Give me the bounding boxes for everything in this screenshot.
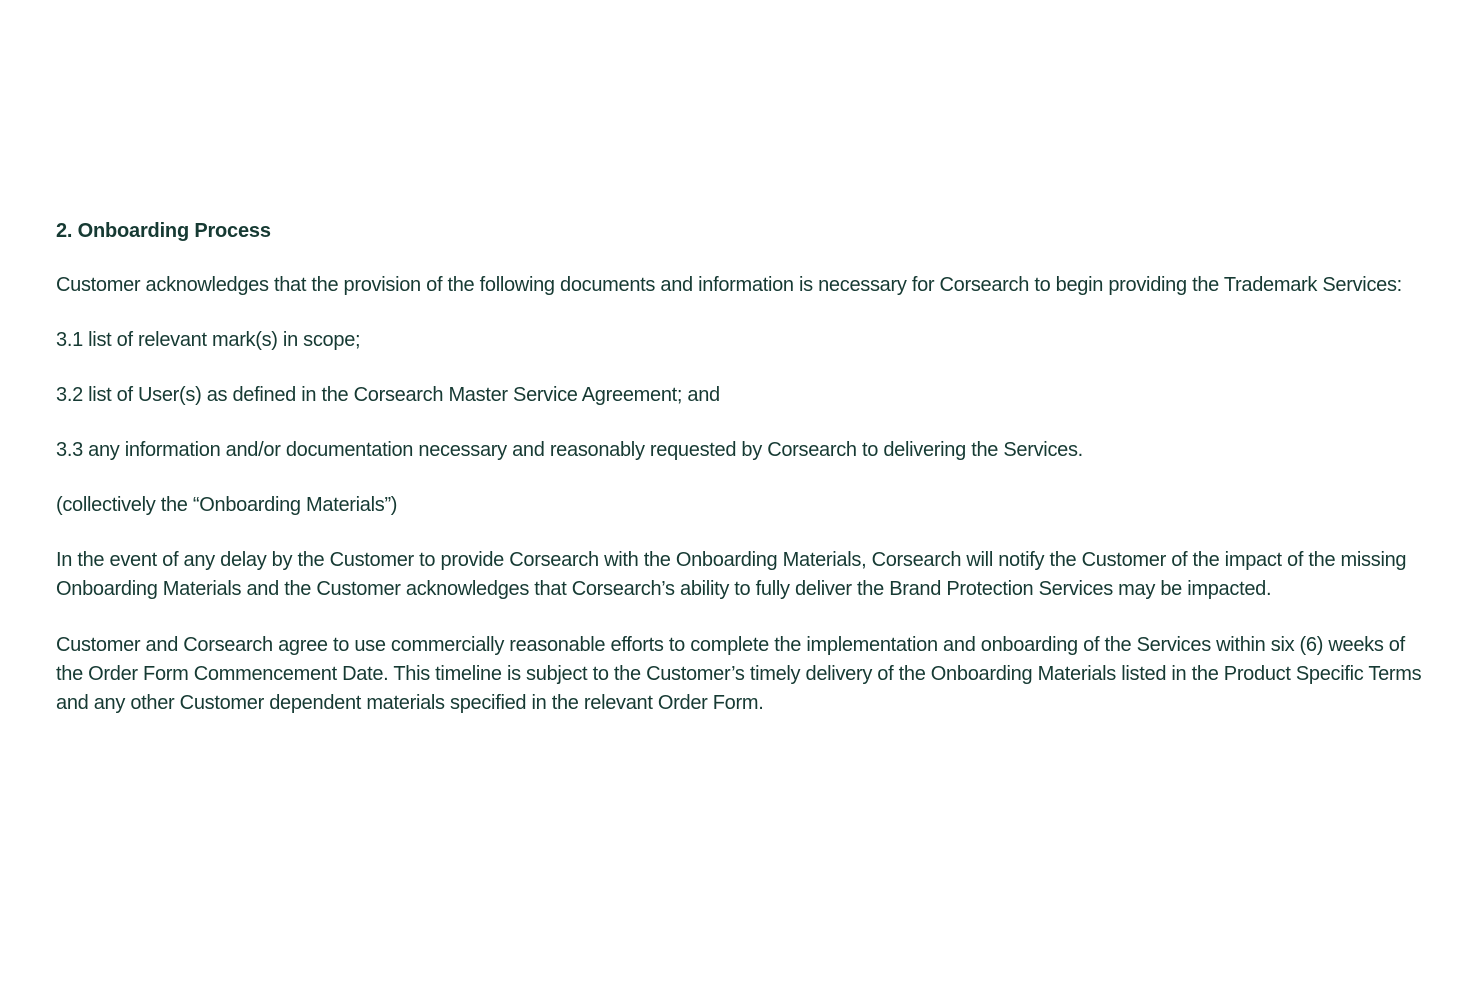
list-item: 3.1 list of relevant mark(s) in scope; [56, 329, 361, 351]
section-heading: 2. Onboarding Process [56, 220, 271, 242]
delay-paragraph: In the event of any delay by the Customer to provide Corsearch with the Onboarding Materials, Corsearch will notify the Customer of the impact of the missing Onboarding Materials and the Customer acknowledges that Corsearch’s ability to fully deliver the Brand Protection Services may be impacted. [56, 549, 1407, 600]
collective-note: (collectively the “Onboarding Materials”) [56, 494, 398, 516]
timeline-paragraph: Customer and Corsearch agree to use commercially reasonable efforts to complete the implementation and onboarding of the Services within six (6) weeks of the Order Form Commencement Date. This timeline is subject to the Customer’s timely delivery of the Onboarding Materials listed in the Product Specific Terms and any other Customer dependent materials specified in the relevant Order Form. [56, 634, 1422, 714]
list-item: 3.2 list of User(s) as defined in the Corsearch Master Service Agreement; and [56, 384, 720, 406]
intro-paragraph: Customer acknowledges that the provision of the following documents and information is necessary for Corsearch to begin providing the Trademark Services: [56, 274, 1402, 296]
document-body [56, 216, 1436, 718]
list-item: 3.3 any information and/or documentation necessary and reasonably requested by Corsearch to delivering the Services. [56, 439, 1083, 461]
